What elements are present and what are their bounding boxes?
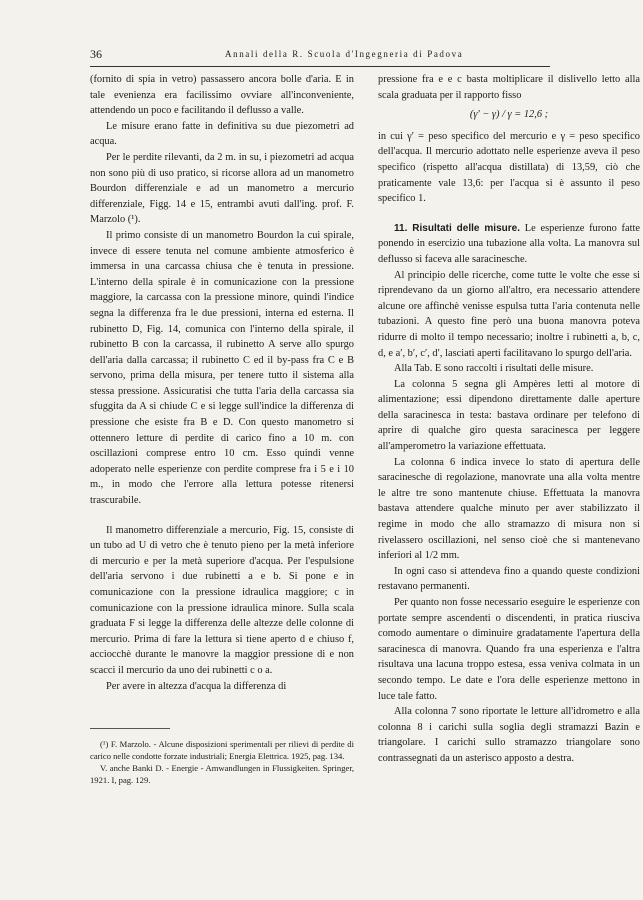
paragraph: Per quanto non fosse necessario eseguire le esperienze con portate sempre ascendenti o discendenti, in pratica riusciva comodo aumentare o diminuire gradatamente l'apertura della saracinesca di manovra. Quando fra una esperienza e l'altra risultava una lacuna troppo estesa, essa veniva colmata in un secondo tempo. Le date e l'ora delle esperienze mettono in luce tale fatto. — [378, 597, 640, 702]
section-title: 11. Risultati delle misure. — [394, 222, 520, 234]
paragraph: pressione fra e e c basta moltiplicare il dislivello letto alla scala graduata per il rapporto fisso — [378, 74, 640, 101]
formula: (γ′ − γ) / γ = 12,6 ; — [469, 109, 549, 121]
paragraph: Per le perdite rilevanti, da 2 m. in su, i piezometri ad acqua non sono più di uso pratico, si ricorse allora ad un manometro Bourdon differenziale e ad un manometro a mercurio differenziale, Figg. 14 e 15, entrambi avuti dall'ing. prof. F. Marzolo (¹). — [90, 151, 354, 226]
paragraph: Al principio delle ricerche, come tutte le volte che esse si riprendevano da un giorno all'altro, era necessario attendere alcune ore affinchè venisse espulsa tutta l'aria contenuta nelle tubazioni. A questo fine però una buona manovra poteva ridurre di molto il tempo necessario; inoltre i rubinetti a, b, c, d, e a′, b′, c′, d′, lasciati aperti facilitavano lo spurgo dell'aria. — [378, 269, 640, 359]
section-text: Le esperienze furono fatte ponendo in esercizio una tubazione alla volta. La manovra sul deflusso si faceva alle saracinesche. — [378, 222, 640, 265]
paragraph: In ogni caso si attendeva fino a quando queste condizioni restavano permanenti. — [378, 565, 640, 593]
footnote: V. anche Banki D. - Energie - Amwandlungen in Flussigkeiten. Springer, 1921. I, pag. 129. — [90, 763, 354, 785]
paragraph: La colonna 5 segna gli Ampères letti al motore di alimentazione; essi dipendono direttamente dalle aperture della saracinesca in testa: bastava ordinare per telefono di aprire di qualche giro questa saracinesca per leggere all'amperometro la variazione effettuata. — [378, 378, 640, 453]
paragraph: La colonna 6 indica invece lo stato di apertura delle saracinesche di regolazione, manovrate una alla volta mentre le altre tre sono mantenute chiuse. Effettuata la manovra bastava attendere qualche minuto per aver stabilizzato il regime in modo che allo stramazzo di misura non si rivelassero oscillazioni, nel senso cioè che si mantenevano inferiori al 1/2 mm. — [378, 456, 640, 562]
footnotes — [90, 738, 354, 786]
page-number: 36 — [90, 47, 102, 61]
paragraph: Il manometro differenziale a mercurio, Fig. 15, consiste di un tubo ad U di vetro che è tenuto pieno per la metà inferiore di mercurio e per la metà superiore d'acqua. Per l'espulsione dell'aria servono i due rubinetti a e b. Si pone e in comunicazione con la pressione idraulica maggiore; c in comunicazione con la pressione idraulica minore. Sulla scala graduata F si legge la differenza delle altezze delle colonne di mercurio. Prima di fare la lettura si tiene aperto d e chiuso f, acciocchè durante le manovre la maggior pressione di e non scacci il mercurio da uno dei rubinetti c o a. — [90, 524, 354, 676]
left-column — [90, 72, 354, 694]
paragraph: Il primo consiste di un manometro Bourdon la cui spirale, invece di essere tenuta nel comune ambiente atmosferico è immersa in una carcassa chiusa che è tenuta in pressione. L'interno della spirale è in comunicazione con la pressione maggiore, la carcassa con la pressione minore, quindi l'indice segna la differenza fra le due pressioni, interna ed esterna. Il rubinetto D, Fig. 14, comunica con l'interno della spirale, il rubinetto B con la carcassa, il rubinetto A serve allo spurgo dell'aria dalla carcassa; il rubinetto C ed il by-pass fra C e B servono, prima della misura, per tenere tutto il sistema alla stessa pressione. Assicuratisi che tutta l'aria della carcassa sia sfuggita da A si chiude C e si legge sull'indice la differenza di pressione che esiste fra B e D. Con questo manometro si ottennero letture di perdite di carico fino a 10 m. con oscillazioni comprese entro 10 cm. Esso quindi venne adoperato nelle esperienze con perdite comprese fra i 5 e i 10 m., in modo che l'errore alla lettura potesse ritenersi trascurabile. — [90, 229, 354, 507]
paragraph: Alla colonna 7 sono riportate le letture all'idrometro e alla colonna 8 i carichi sulla soglia degli stramazzi Bazin e triangolare. I carichi sullo stramazzo triangolare sono contrassegnati da un asterisco apposto a destra. — [378, 706, 640, 764]
paragraph: Alla Tab. E sono raccolti i risultati delle misure. — [394, 363, 594, 375]
paragraph: (fornito di spia in vetro) passassero ancora bolle d'aria. E in tale evenienza era facilissimo ovviare all'inconveniente, attendendo un poco e facilitando il deflusso a valle. — [90, 74, 354, 117]
header-rule — [90, 66, 550, 67]
right-column — [378, 72, 640, 767]
paragraph: Le misure erano fatte in definitiva su due piezometri ad acqua. — [90, 120, 354, 148]
running-head: Annali della R. Scuola d'Ingegneria di Padova — [225, 49, 464, 59]
footnote: (¹) F. Marzolo. - Alcune disposizioni sperimentali per rilievi di perdite di carico nelle condotte forzate industriali; Energia Elettrica. 1925, pag. 134. — [90, 739, 354, 761]
paragraph: in cui γ′ = peso specifico del mercurio e γ = peso specifico dell'acqua. Il mercurio adottato nelle esperienze aveva il peso specifico (rispetto all'acqua distillata) di 13,59, ciò che praticamente vale 13,6: per l'acqua si è assunto il peso specifico 1. — [378, 130, 640, 205]
paragraph: Per avere in altezza d'acqua la differenza di — [106, 680, 287, 692]
footnote-rule — [90, 728, 170, 729]
section-paragraph — [378, 221, 640, 268]
